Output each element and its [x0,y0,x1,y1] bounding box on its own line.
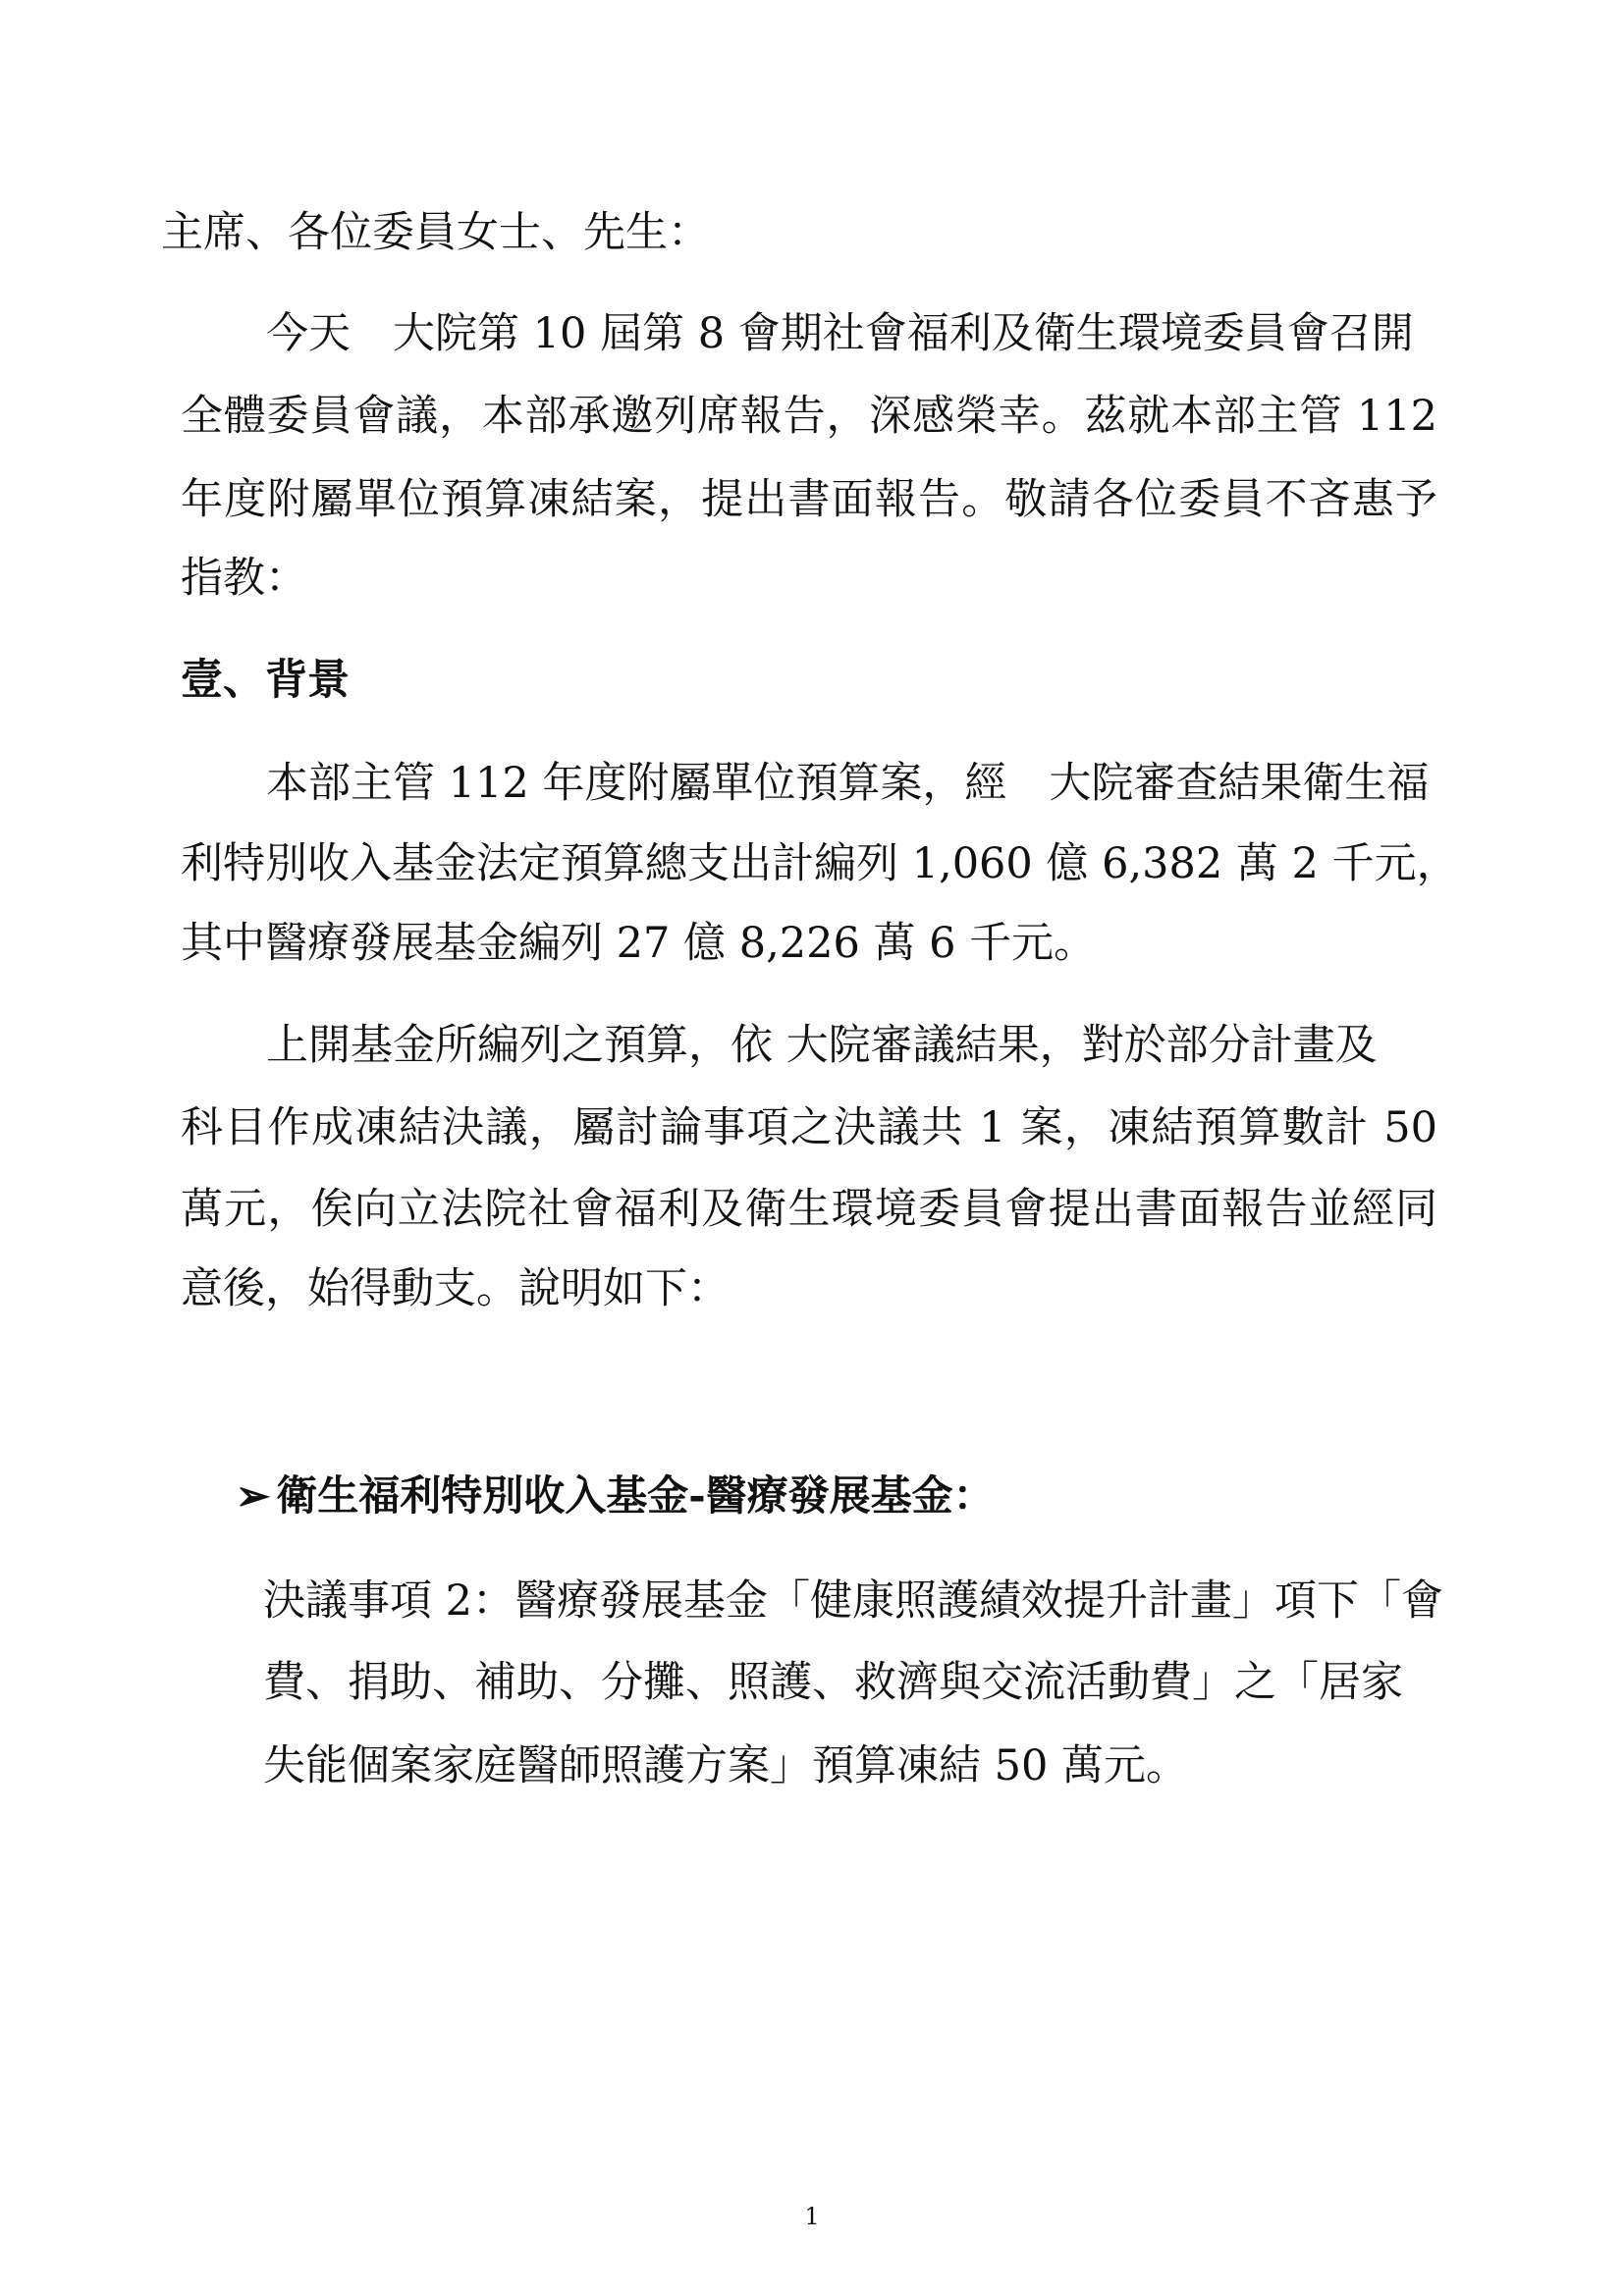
salutation: 主席、各位委員女士、先生： [161,208,710,257]
resolution-line-3: 失能個案家庭醫師照護方案」預算凍結 50 萬元。 [263,1741,1189,1790]
resolution-line-2: 費、捐助、補助、分攤、照護、救濟與交流活動費」之「居家 [263,1658,1403,1707]
background-line-1: 本部主管 112 年度附屬單位預算案，經 大院審查結果衛生福 [266,759,1430,808]
fund-heading [236,1470,995,1522]
intro-line-3: 年度附屬單位預算凍結案，提出書面報告。敬請各位委員不吝惠予 [181,475,1437,524]
budget-line-4: 意後，始得動支。說明如下： [181,1264,730,1313]
intro-line-2: 全體委員會議，本部承邀列席報告，深感榮幸。茲就本部主管 112 [181,392,1437,441]
intro-line-1: 今天 大院第 10 屆第 8 會期社會福利及衛生環境委員會召開 [266,309,1414,358]
budget-line-1: 上開基金所編列之預算，依 大院審議結果，對於部分計畫及 [266,1021,1378,1070]
resolution-line-1: 決議事項 2：醫療發展基金「健康照護績效提升計畫」項下「會 [263,1576,1444,1626]
budget-line-2: 科目作成凍結決議，屬討論事項之決議共 1 案，凍結預算數計 50 [181,1103,1437,1152]
arrowhead-bullet-icon: ➢ [236,1471,271,1520]
fund-heading-text: 衛生福利特別收入基金-醫療發展基金： [276,1471,995,1520]
background-line-2: 利特別收入基金法定預算總支出計編列 1,060 億 6,382 萬 2 千元， [181,839,1459,888]
budget-line-3: 萬元，俟向立法院社會福利及衛生環境委員會提出書面報告並經同 [181,1185,1437,1234]
background-line-3: 其中醫療發展基金編列 27 億 8,226 萬 6 千元。 [181,919,1097,968]
page-number: 1 [804,2203,820,2230]
intro-line-4: 指教： [181,554,307,603]
section-heading: 壹、背景 [181,656,350,705]
